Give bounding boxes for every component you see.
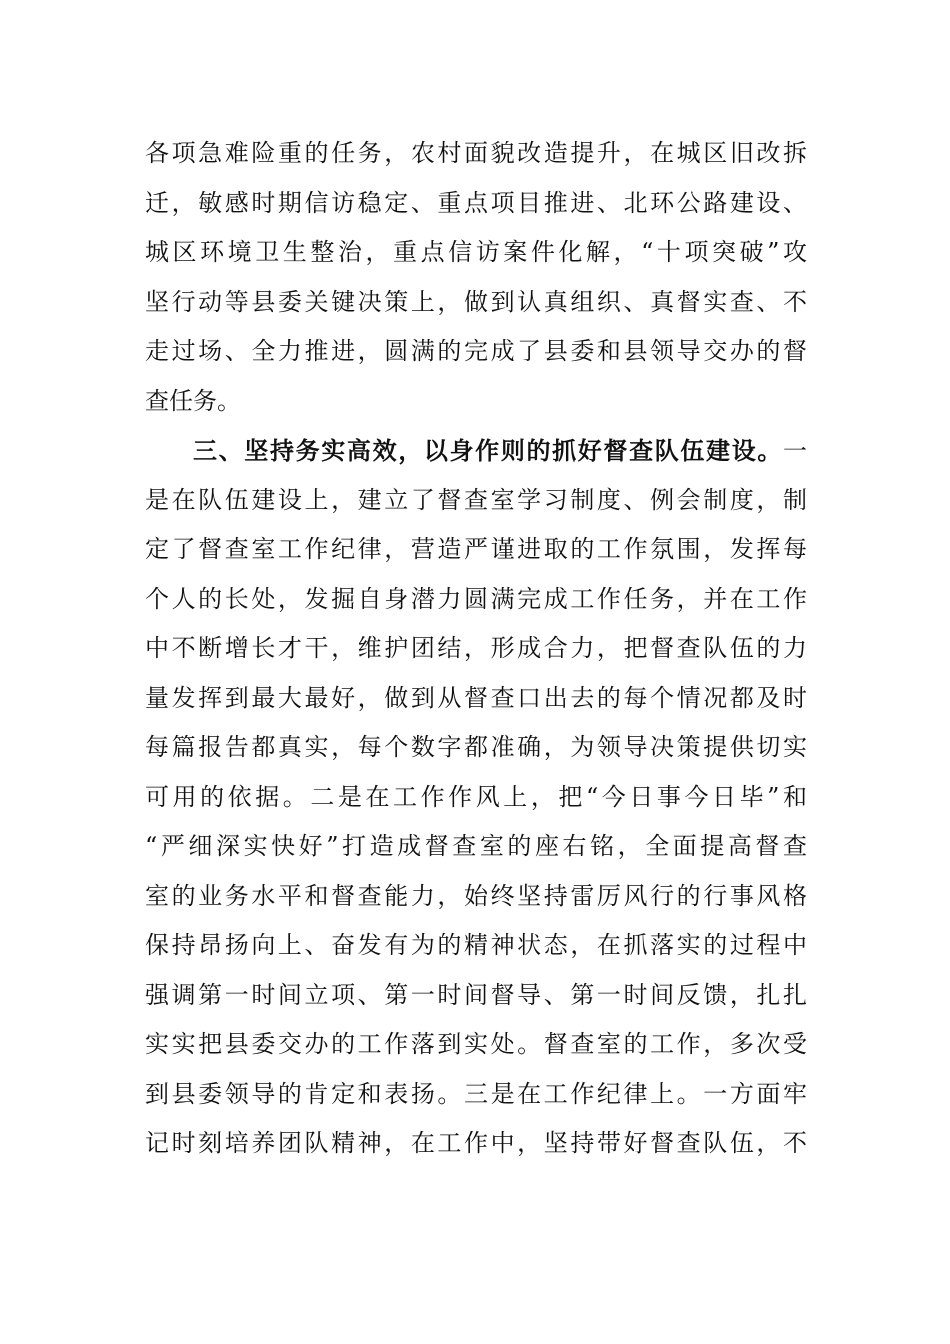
text-line: 可用的依据。二是在工作作风上，把“今日事今日毕”和 [145, 782, 807, 811]
heading-line [145, 426, 807, 476]
section-heading: 三、坚持务实高效，以身作则的抓好督查队伍建设。 [193, 436, 783, 465]
text-line: 城区环境卫生整治，重点信访案件化解，“十项突破”攻 [145, 238, 807, 266]
heading-line-rest: 一 [783, 437, 807, 465]
text-line: 强调第一时间立项、第一时间督导、第一时间反馈，扎扎 [145, 980, 807, 1009]
text-line: 坚行动等县委关键决策上，做到认真组织、真督实查、不 [145, 287, 807, 316]
paragraph-2 [145, 426, 807, 1169]
text-line: 个人的长处，发掘自身潜力圆满完成工作任务，并在工作 [145, 584, 807, 613]
text-line: 走过场、全力推进，圆满的完成了县委和县领导交办的督 [145, 337, 807, 365]
text-line: 每篇报告都真实，每个数字都准确，为领导决策提供切实 [145, 733, 807, 761]
paragraph-1 [145, 129, 807, 426]
text-line: 各项急难险重的任务，农村面貌改造提升，在城区旧改拆 [145, 139, 807, 167]
text-line: 是在队伍建设上，建立了督查室学习制度、例会制度，制 [145, 485, 807, 514]
text-line: 保持昂扬向上、奋发有为的精神状态，在抓落实的过程中 [145, 931, 807, 959]
text-line: 迁，敏感时期信访稳定、重点项目推进、北环公路建设、 [145, 188, 807, 217]
text-line: “严细深实快好”打造成督查室的座右铭，全面提高督查 [145, 832, 807, 860]
document-body [145, 129, 807, 1169]
text-line: 定了督查室工作纪律，营造严谨进取的工作氛围，发挥每 [145, 535, 807, 563]
text-line: 实实把县委交办的工作落到实处。督查室的工作，多次受 [145, 1030, 807, 1058]
text-line: 记时刻培养团队精神，在工作中，坚持带好督查队伍，不 [145, 1129, 807, 1157]
text-line: 量发挥到最大最好，做到从督查口出去的每个情况都及时 [145, 683, 807, 712]
text-line: 室的业务水平和督查能力，始终坚持雷厉风行的行事风格 [145, 881, 807, 910]
text-line: 中不断增长才干，维护团结，形成合力，把督查队伍的力 [145, 634, 807, 662]
text-line: 到县委领导的肯定和表扬。三是在工作纪律上。一方面牢 [145, 1079, 807, 1108]
text-line: 查任务。 [145, 386, 241, 415]
